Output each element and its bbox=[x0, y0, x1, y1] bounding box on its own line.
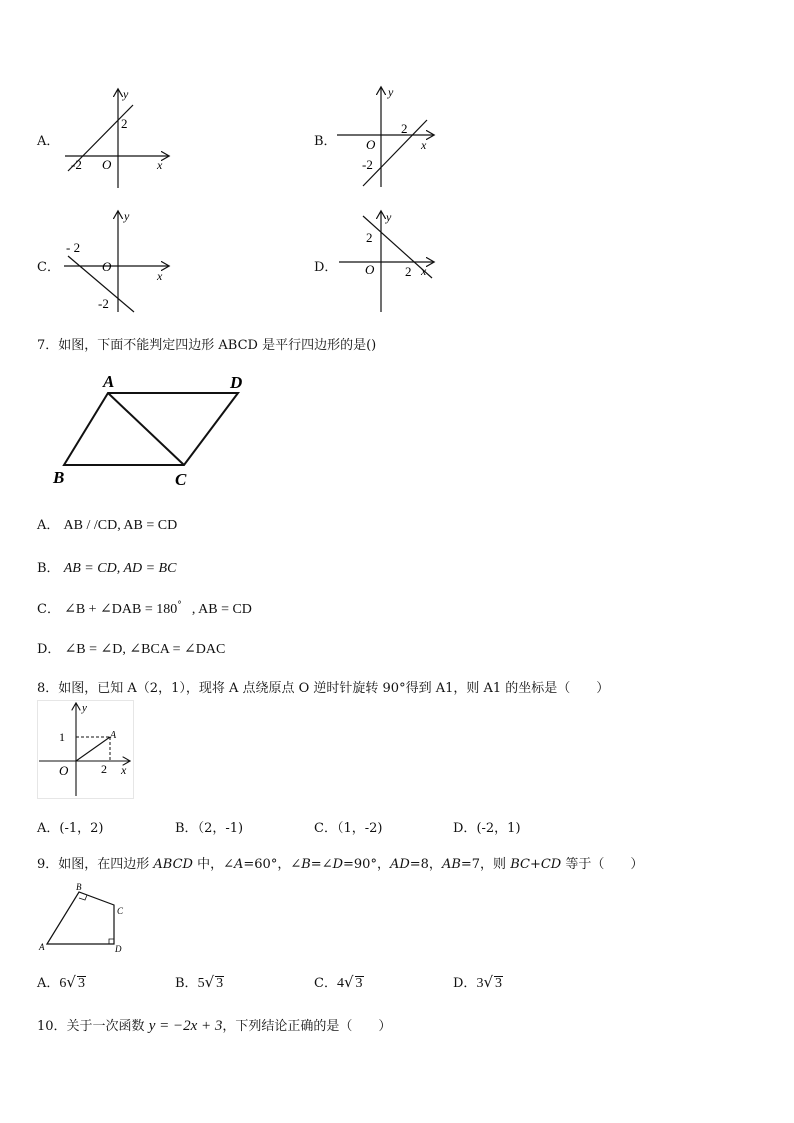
radical-sign: √ bbox=[343, 973, 354, 991]
option-text: （1，-2) bbox=[336, 821, 383, 836]
stem-var: ∠B bbox=[290, 857, 311, 872]
right-angle-d bbox=[109, 939, 114, 944]
q9-option-a bbox=[37, 972, 86, 992]
q7-option-a bbox=[37, 514, 177, 534]
stem-text: =8， bbox=[409, 857, 442, 872]
option-text-b: , AB = CD bbox=[191, 602, 252, 617]
q8-coordinate-figure bbox=[37, 700, 135, 800]
y-label: y bbox=[123, 87, 129, 101]
option-radicand: 3 bbox=[77, 976, 85, 991]
option-letter: C． bbox=[314, 976, 337, 991]
point-a-label: A bbox=[110, 730, 117, 741]
vertex-d-label: D bbox=[230, 373, 243, 392]
stem-text: + bbox=[529, 857, 541, 872]
q6-option-a-letter: A． bbox=[37, 134, 60, 149]
x-label: x bbox=[121, 763, 127, 777]
figure-frame bbox=[38, 701, 134, 799]
option-coef: 3 bbox=[476, 976, 484, 991]
option-letter: C． bbox=[37, 602, 60, 617]
stem-var: AB bbox=[441, 857, 461, 872]
stem-var: ∠D bbox=[321, 857, 344, 872]
stem-text: 中， bbox=[192, 857, 224, 872]
vertex-d-label: D bbox=[115, 944, 122, 954]
vertex-c-label: C bbox=[117, 906, 124, 916]
option-text-a: ∠B + ∠DAB = 180 bbox=[64, 602, 178, 617]
tick-2-label: 2 bbox=[101, 762, 107, 776]
option-letter: B． bbox=[175, 821, 198, 836]
radical-sign: √ bbox=[483, 973, 493, 991]
diagonal-ac bbox=[108, 393, 184, 465]
option-text: （2，-1) bbox=[197, 821, 244, 836]
stem-var: BC bbox=[510, 857, 530, 872]
option-letter: D． bbox=[37, 642, 61, 657]
vertex-a-label: A bbox=[103, 372, 115, 391]
q7-parallelogram-figure bbox=[50, 370, 260, 490]
q8-option-d bbox=[453, 817, 521, 836]
x-intercept-label: - 2 bbox=[66, 240, 81, 255]
option-text: (-1，2) bbox=[59, 821, 104, 836]
x-intercept-label: 2 bbox=[405, 264, 412, 279]
stem-text: =60°， bbox=[243, 857, 291, 872]
q9-option-c bbox=[314, 972, 364, 992]
q6-graph-a bbox=[60, 85, 180, 195]
q8-option-a bbox=[37, 817, 103, 836]
tick-1-label: 1 bbox=[59, 730, 65, 744]
origin-label: O bbox=[102, 157, 112, 172]
option-radicand: 3 bbox=[495, 976, 502, 991]
q6-graph-c bbox=[60, 208, 180, 318]
x-intercept-label: 2 bbox=[401, 121, 408, 136]
option-letter: D． bbox=[453, 976, 477, 991]
y-label: y bbox=[388, 85, 394, 99]
q9-quadrilateral-figure bbox=[37, 880, 137, 955]
q6-graph-d bbox=[335, 208, 445, 318]
option-letter: A． bbox=[37, 976, 60, 991]
vertex-c-label: C bbox=[175, 470, 187, 489]
x-label: x bbox=[157, 269, 163, 283]
option-text: (-2，1) bbox=[476, 821, 521, 836]
function-line bbox=[363, 120, 427, 186]
option-letter: A． bbox=[37, 821, 60, 836]
vertex-b-label: B bbox=[76, 882, 82, 892]
option-text: AB / /CD, AB = CD bbox=[63, 518, 178, 533]
y-intercept-label: -2 bbox=[362, 157, 373, 172]
segment-oa bbox=[76, 737, 110, 761]
x-label: x bbox=[157, 158, 163, 172]
y-intercept-label: 2 bbox=[121, 116, 128, 131]
q6-option-c-letter: C． bbox=[37, 260, 60, 275]
q7-option-c bbox=[37, 598, 252, 618]
degree-mark: ° bbox=[177, 600, 182, 611]
stem-var: AD bbox=[389, 857, 410, 872]
q7-option-b bbox=[37, 557, 176, 577]
option-text: ∠B = ∠D, ∠BCA = ∠DAC bbox=[64, 642, 226, 657]
option-coef: 6 bbox=[59, 976, 67, 991]
option-letter: A． bbox=[37, 518, 60, 533]
y-label: y bbox=[82, 702, 87, 714]
origin-label: O bbox=[365, 262, 375, 277]
option-radicand: 3 bbox=[216, 976, 224, 991]
x-label: x bbox=[421, 264, 427, 278]
y-intercept-label: -2 bbox=[98, 296, 109, 311]
x-intercept-label: -2 bbox=[71, 157, 82, 172]
q8-option-b bbox=[175, 817, 243, 836]
stem-text: =90°， bbox=[343, 857, 390, 872]
option-letter: B． bbox=[175, 976, 198, 991]
option-letter: C． bbox=[314, 821, 337, 836]
stem-var: CD bbox=[540, 857, 562, 872]
stem-text: 10．关于一次函数 bbox=[37, 1019, 149, 1034]
q8-stem: 8．如图，已知 A（2，1），现将 A 点绕原点 O 逆时针旋转 90°得到 A1，则 A1 的坐标是（ ） bbox=[37, 681, 610, 696]
right-angle-b bbox=[79, 895, 87, 900]
q9-option-d bbox=[453, 972, 503, 992]
option-coef: 5 bbox=[197, 976, 205, 991]
q10-stem bbox=[37, 1015, 391, 1035]
vertex-b-label: B bbox=[53, 468, 65, 487]
option-text: AB = CD, AD = BC bbox=[63, 561, 177, 576]
option-coef: 4 bbox=[336, 976, 344, 991]
q6-option-d-letter: D． bbox=[314, 260, 338, 275]
stem-var: ABCD bbox=[153, 857, 193, 872]
origin-label: O bbox=[102, 259, 112, 274]
option-letter: D． bbox=[453, 821, 477, 836]
y-label: y bbox=[124, 209, 130, 223]
vertex-a-label: A bbox=[39, 942, 45, 952]
q9-option-b bbox=[175, 972, 224, 992]
formula: y = −2x + 3 bbox=[148, 1018, 223, 1034]
stem-var: ∠A bbox=[223, 857, 244, 872]
option-radicand: 3 bbox=[355, 976, 363, 991]
q8-option-c bbox=[314, 817, 382, 836]
stem-text: 等于（ ） bbox=[561, 857, 644, 872]
stem-text: ，下列结论正确的是（ ） bbox=[222, 1019, 392, 1034]
y-intercept-label: 2 bbox=[366, 230, 373, 245]
stem-text: =7，则 bbox=[460, 857, 511, 872]
q7-option-d bbox=[37, 638, 225, 658]
origin-label: O bbox=[366, 137, 376, 152]
stem-text: = bbox=[310, 857, 322, 872]
option-letter: B． bbox=[37, 561, 60, 576]
q6-option-b-letter: B． bbox=[314, 134, 337, 149]
stem-text: 9．如图，在四边形 bbox=[37, 857, 154, 872]
radical-sign: √ bbox=[204, 973, 215, 991]
q7-stem: 7．如图，下面不能判定四边形 ABCD 是平行四边形的是() bbox=[37, 338, 377, 353]
x-label: x bbox=[421, 138, 427, 152]
origin-label: O bbox=[59, 763, 69, 778]
quadrilateral-abcd bbox=[47, 892, 114, 944]
q9-stem bbox=[37, 853, 643, 872]
radical-sign: √ bbox=[66, 973, 76, 991]
parallelogram-abcd bbox=[64, 393, 238, 465]
y-label: y bbox=[386, 210, 392, 224]
q6-graph-b bbox=[335, 83, 445, 193]
